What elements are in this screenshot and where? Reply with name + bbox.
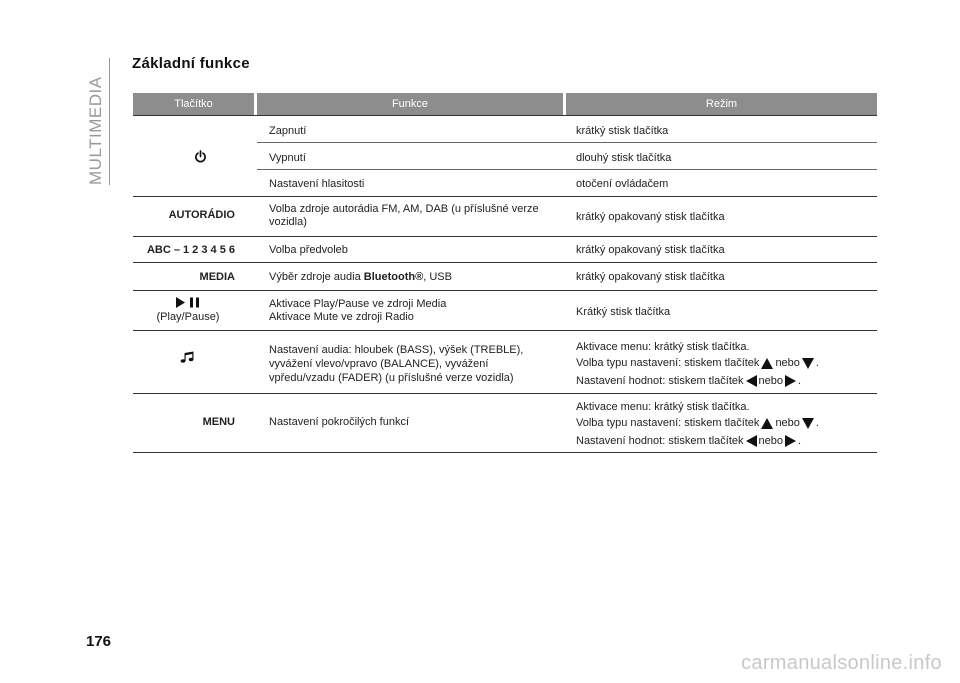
mode-audio-1: Aktivace menu: krátký stisk tlačítka. <box>576 341 750 353</box>
presets-button-label: ABC – 1 2 3 4 5 6 <box>146 244 235 256</box>
header-function: Funkce <box>257 93 563 115</box>
table-header <box>133 93 877 115</box>
mode-audio-3-or: nebo <box>758 375 784 387</box>
side-tab-divider <box>109 58 110 185</box>
mode-menu-2-or: nebo <box>775 417 800 429</box>
arrow-down-icon <box>802 358 814 369</box>
mode-menu-3-or: nebo <box>758 435 784 447</box>
header-mode: Režim <box>566 93 877 115</box>
row-divider <box>133 330 877 331</box>
function-media-suffix: , USB <box>423 271 452 283</box>
arrow-left-icon <box>746 375 757 387</box>
mode-audio-2: Volba typu nastavení: stiskem tlačítek nebo . <box>576 357 819 369</box>
function-audio-2: vyvážení vlevo/vpravo (BALANCE), vyvážení <box>269 358 489 370</box>
mode-autoradio: krátký opakovaný stisk tlačítka <box>576 211 725 223</box>
media-button-label: MEDIA <box>199 271 235 283</box>
table-bottom-rule <box>133 452 877 453</box>
function-power-on: Zapnutí <box>269 125 307 137</box>
mode-audio-2-or: nebo <box>775 357 800 369</box>
mode-power-on: krátký stisk tlačítka <box>576 125 669 137</box>
arrow-right-icon <box>785 435 796 447</box>
function-autoradio: Volba zdroje autorádia FM, AM, DAB (u příslušné verze vozidla) <box>269 203 539 228</box>
arrow-right-icon <box>785 375 796 387</box>
section-title: Základní funkce <box>132 55 250 72</box>
music-note-icon <box>180 351 200 364</box>
row-divider <box>133 262 877 263</box>
play-pause-icon <box>173 296 203 309</box>
arrow-down-icon <box>802 418 814 429</box>
menu-button-label: MENU <box>202 416 235 428</box>
function-menu: Nastavení pokročilých funkcí <box>269 416 410 428</box>
mode-menu-3: Nastavení hodnot: stiskem tlačítek nebo . <box>576 435 802 447</box>
watermark: carmanualsonline.info <box>741 652 942 674</box>
function-audio-1: Nastavení audia: hloubek (BASS), výšek (TREBLE), <box>269 344 524 356</box>
function-media <box>269 271 559 284</box>
mode-play-pause: Krátký stisk tlačítka <box>576 306 671 318</box>
arrow-up-icon <box>761 358 773 369</box>
mode-audio-3-prefix: Nastavení hodnot: stiskem tlačítek <box>576 375 744 387</box>
mode-menu-1: Aktivace menu: krátký stisk tlačítka. <box>576 401 750 413</box>
mode-menu-2: Volba typu nastavení: stiskem tlačítek nebo . <box>576 417 819 429</box>
mode-volume: otočení ovládačem <box>576 178 669 190</box>
function-volume: Nastavení hlasitosti <box>269 178 365 190</box>
play-pause-caption: (Play/Pause) <box>156 311 220 323</box>
mode-audio-3: Nastavení hodnot: stiskem tlačítek nebo . <box>576 375 802 387</box>
function-play-pause-2: Aktivace Mute ve zdroji Radio <box>269 311 414 323</box>
row-divider <box>257 142 877 143</box>
mode-menu-2-prefix: Volba typu nastavení: stiskem tlačítek <box>576 417 760 429</box>
power-icon <box>133 150 268 163</box>
autoradio-button-label: AUTORÁDIO <box>168 209 235 221</box>
mode-audio-2-prefix: Volba typu nastavení: stiskem tlačítek <box>576 357 760 369</box>
header-underline <box>133 115 877 116</box>
arrow-up-icon <box>761 418 773 429</box>
function-power-off: Vypnutí <box>269 152 306 164</box>
function-media-prefix: Výběr zdroje audia <box>269 271 364 283</box>
page-number: 176 <box>86 633 112 650</box>
mode-presets: krátký opakovaný stisk tlačítka <box>576 244 725 256</box>
row-divider <box>257 169 877 170</box>
section-side-tab <box>86 60 106 185</box>
row-divider <box>133 196 877 197</box>
bluetooth-label: Bluetooth® <box>363 271 424 283</box>
section-side-tab-label: MULTIMEDIA <box>86 76 105 185</box>
mode-menu-3-prefix: Nastavení hodnot: stiskem tlačítek <box>576 435 744 447</box>
row-divider <box>133 290 877 291</box>
row-divider <box>133 236 877 237</box>
header-button: Tlačítko <box>133 93 254 115</box>
function-presets: Volba předvoleb <box>269 244 348 256</box>
arrow-left-icon <box>746 435 757 447</box>
mode-power-off: dlouhý stisk tlačítka <box>576 152 672 164</box>
function-audio-3: vpředu/vzadu (FADER) (u příslušné verze vozidla) <box>269 372 514 384</box>
mode-media: krátký opakovaný stisk tlačítka <box>576 271 725 283</box>
function-play-pause-1: Aktivace Play/Pause ve zdroji Media <box>269 298 447 310</box>
row-divider <box>133 393 877 394</box>
